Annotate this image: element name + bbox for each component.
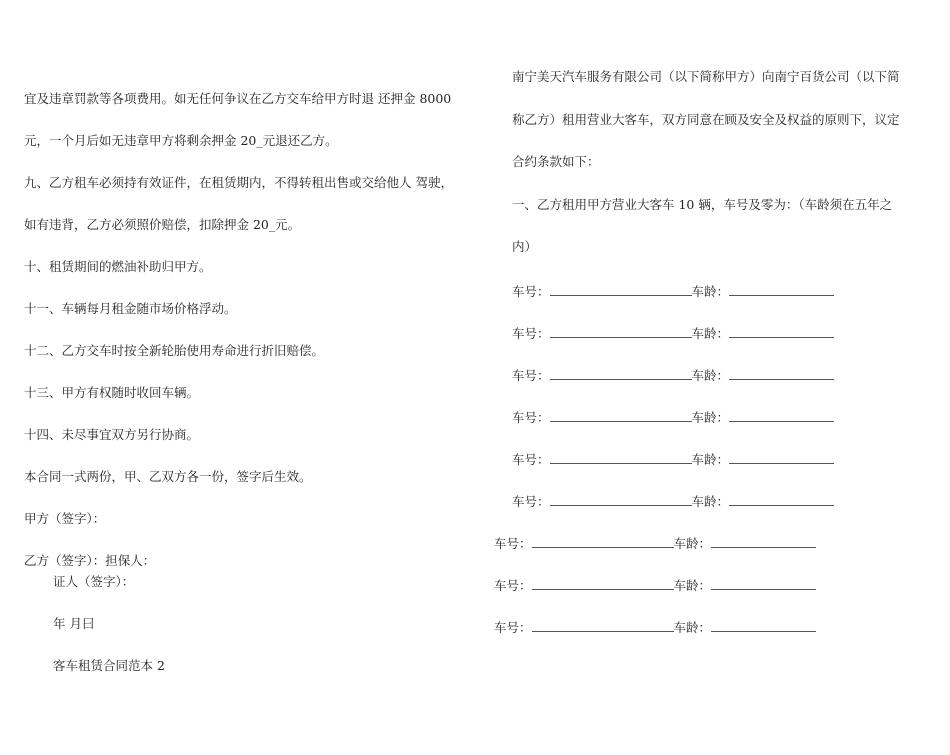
clause-8-end: 元，一个月后如无违章甲方将剩余押金 20_元退还乙方。 bbox=[24, 133, 338, 148]
plate-number-field[interactable] bbox=[550, 493, 692, 506]
vehicle-age-field[interactable] bbox=[729, 325, 834, 338]
vehicle-age-label: 车龄： bbox=[691, 494, 730, 509]
vehicle-age-label: 车龄： bbox=[673, 578, 712, 593]
party-a-signature: 甲方（签字）： bbox=[24, 511, 106, 526]
clause-12: 十二、乙方交车时按全新轮胎使用寿命进行折旧赔偿。 bbox=[24, 343, 325, 358]
intro-line-2: 称乙方）租用营业大客车，双方同意在顾及安全及权益的原则下，议定 bbox=[512, 112, 900, 127]
vehicle-age-label: 车龄： bbox=[691, 452, 730, 467]
vehicle-row bbox=[512, 451, 834, 468]
clause-1: 一、乙方租用甲方营业大客车 10 辆，车号及零为：（车龄须在五年之 bbox=[512, 197, 893, 212]
plate-number-label: 车号： bbox=[512, 284, 550, 299]
plate-number-label: 车号： bbox=[512, 326, 550, 341]
vehicle-age-label: 车龄： bbox=[673, 620, 712, 635]
vehicle-age-field[interactable] bbox=[729, 367, 834, 380]
clause-8-continuation: 宜及违章罚款等各项费用。如无任何争议在乙方交车给甲方时退 还押金 8000 bbox=[24, 91, 452, 106]
plate-number-label: 车号： bbox=[494, 620, 532, 635]
plate-number-label: 车号： bbox=[494, 536, 532, 551]
vehicle-row bbox=[494, 577, 816, 594]
vehicle-age-field[interactable] bbox=[729, 451, 834, 464]
plate-number-field[interactable] bbox=[532, 535, 674, 548]
vehicle-row bbox=[512, 325, 834, 342]
effective-clause: 本合同一式两份，甲、乙双方各一份，签字后生效。 bbox=[24, 469, 312, 484]
date-line: 年 月曰 bbox=[53, 616, 95, 631]
vehicle-age-field[interactable] bbox=[729, 283, 834, 296]
plate-number-label: 车号： bbox=[512, 452, 550, 467]
vehicle-age-field[interactable] bbox=[711, 535, 816, 548]
party-b-signature: 乙方（签字）：担保人： bbox=[24, 553, 156, 568]
vehicle-age-label: 车龄： bbox=[691, 284, 730, 299]
vehicle-age-label: 车龄： bbox=[673, 536, 712, 551]
plate-number-field[interactable] bbox=[550, 367, 692, 380]
plate-number-label: 车号： bbox=[512, 494, 550, 509]
plate-number-label: 车号： bbox=[512, 410, 550, 425]
plate-number-label: 车号： bbox=[512, 368, 550, 383]
vehicle-row bbox=[512, 283, 834, 300]
vehicle-row bbox=[512, 409, 834, 426]
clause-10: 十、租赁期间的燃油补助归甲方。 bbox=[24, 259, 212, 274]
plate-number-field[interactable] bbox=[532, 577, 674, 590]
clause-9-end: 如有违背，乙方必须照价赔偿，扣除押金 20_元。 bbox=[24, 217, 301, 232]
intro-line-1: 南宁美天汽车服务有限公司（以下简称甲方）向南宁百货公司（以下简 bbox=[512, 69, 900, 84]
clause-11: 十一、车辆每月租金随市场价格浮动。 bbox=[24, 301, 237, 316]
vehicle-row bbox=[512, 493, 834, 510]
vehicle-age-label: 车龄： bbox=[691, 410, 730, 425]
vehicle-row bbox=[512, 367, 834, 384]
clause-14: 十四、未尽事宜双方另行协商。 bbox=[24, 427, 200, 442]
clause-13: 十三、甲方有权随时收回车辆。 bbox=[24, 385, 200, 400]
clause-9: 九、乙方租车必须持有效证件，在租赁期内，不得转租出售或交给他人 驾驶， bbox=[24, 175, 453, 190]
next-contract-title: 客车租赁合同范本 2 bbox=[53, 658, 165, 673]
clause-1-end: 内） bbox=[512, 239, 538, 254]
vehicle-row bbox=[494, 535, 816, 552]
vehicle-age-label: 车龄： bbox=[691, 326, 730, 341]
plate-number-field[interactable] bbox=[550, 451, 692, 464]
intro-line-3: 合约条款如下： bbox=[512, 154, 600, 169]
vehicle-age-field[interactable] bbox=[711, 577, 816, 590]
vehicle-age-field[interactable] bbox=[729, 493, 834, 506]
vehicle-age-label: 车龄： bbox=[691, 368, 730, 383]
vehicle-row bbox=[494, 619, 816, 636]
vehicle-age-field[interactable] bbox=[711, 619, 816, 632]
plate-number-label: 车号： bbox=[494, 578, 532, 593]
plate-number-field[interactable] bbox=[532, 619, 674, 632]
plate-number-field[interactable] bbox=[550, 283, 692, 296]
witness-signature: 证人（签字）： bbox=[53, 574, 135, 589]
vehicle-age-field[interactable] bbox=[729, 409, 834, 422]
plate-number-field[interactable] bbox=[550, 325, 692, 338]
plate-number-field[interactable] bbox=[550, 409, 692, 422]
